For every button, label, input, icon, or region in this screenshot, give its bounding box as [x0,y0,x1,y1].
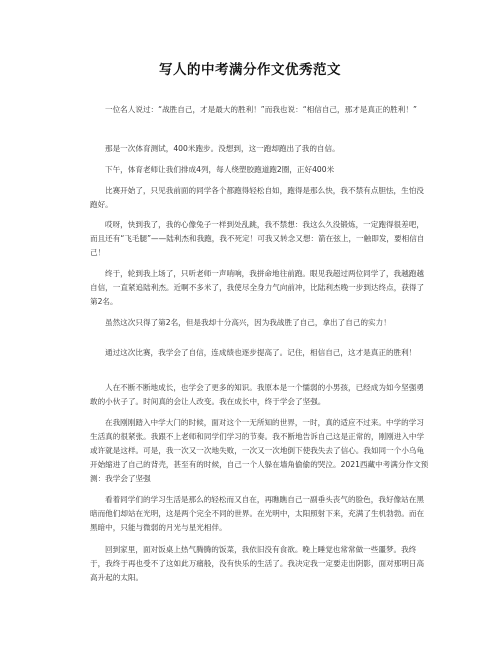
paragraph-2: 那是一次体育测试，400米跑步。没想到，这一跑却跑出了我的自信。 [105,144,340,153]
paragraph-7: 虽然这次只得了第2名，但是我却十分高兴，因为我战胜了自己，拿出了自己的实力！ [105,318,391,327]
paragraph-3: 下午，体育老师让我们排成4列，每人绕塑胶跑道跑2圈，正好400米 [105,165,335,174]
paragraph-5: 哎呀，快到我了，我的心像兔子一样到处乱跳，我不禁想：我这么久没锻炼，一定跑得很差吧，而且还有“飞毛腿”——陆利杰和我跑，我不死定！可我又转念又想：箭在弦上，一触即发，要相信自己！ [90,220,425,257]
paragraph-4: 比赛开始了，只见我前面的同学各个都跑得轻松自如，跑得是那么快，我不禁有点胆怯，生怕没跑好。 [90,186,424,209]
paragraph-1: 一位名人说过：“战胜自己，才是最大的胜利！”而我也说：“相信自己，那才是真正的胜利！” [105,105,417,114]
paragraph-8: 通过这次比赛，我学会了自信，连成绩也逐步提高了。记住，相信自己，这才是真正的胜利！ [105,348,417,357]
paragraph-11: 看着同学们的学习生活是那么的轻松而又自在，再瞧瞧自己一副垂头丧气的脸色，我好像站在黑暗而他们却站在光明，这是两个完全不同的世界。在光明中，太阳照射下来，充满了生机勃勃。而在黑暗中，只能与微弱的月光与星光相伴。 [90,495,425,532]
paragraph-9: 人在不断不断地成长，也学会了更多的知识。我原本是一个懦弱的小男孩，已经成为如今坚强勇敢的小伙子了。时间真的会让人改变。我在成长中，终于学会了坚强。 [90,383,424,406]
paragraph-10: 在我刚刚踏入中学大门的时候，面对这个一无所知的世界，一时，真的适应不过来。中学的学习生活真的很紧张。我跟不上老师和同学们学习的节奏。我不断地告诉自己这是正常的，刚刚进入中学或许就是这样。可是，我一次又一次地失败，一次又一次地倒下使我失去了信心。我如同一个小乌龟开始缩进了自己的背壳，甚至有的时候，自己一个人躲在墙角偷偷的哭泣。2021西藏中考满分作文预测：我学会了坚强 [90,418,429,483]
document-title: 写人的中考满分作文优秀范文 [159,62,341,78]
paragraph-12: 回到家里，面对饭桌上热气腾腾的饭菜，我依旧没有食欲。晚上睡觉也常常做一些噩梦。我终于，我终于再也受不了这如此万痛般，没有快乐的生活了。我决定我一定要走出阴影，面对那明日高高升起的太阳。 [90,545,425,582]
paragraph-6: 终于，轮到我上场了，只听老师一声哨响，我拼命地往前跑。眼见我超过两位同学了，我越跑越自信，一直紧追陆利杰。近啊不多米了，我使尽全身力气向前冲，比陆利杰晚一步到达终点，获得了第2名。 [90,269,425,306]
